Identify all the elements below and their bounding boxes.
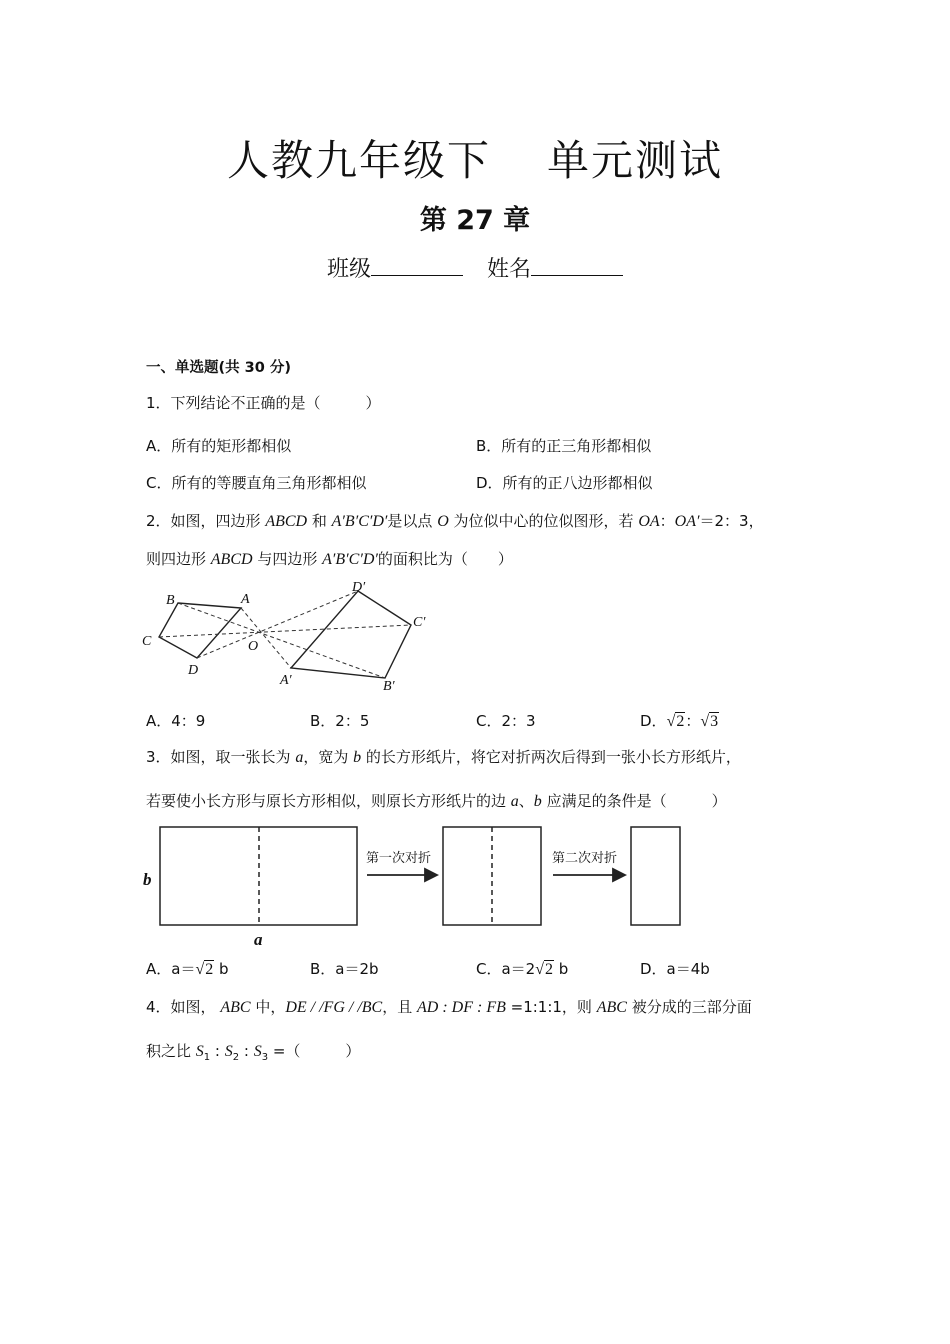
- label-a: A: [241, 592, 250, 607]
- title-left: 人教九年级下: [226, 136, 491, 185]
- var-b: b: [353, 749, 362, 766]
- q3-line1: 3．如图，取一张长为 a，宽为 b 的长方形纸片，将它对折两次后得到一张小长方形纸片，: [146, 748, 741, 766]
- q2-ratio-a: OA: [638, 513, 660, 530]
- q2-option-a[interactable]: A．4：9: [146, 712, 206, 730]
- q2-quad2: A′B′C′D′: [331, 513, 388, 530]
- q2-homothety-figure: [138, 580, 448, 692]
- var-b: b: [533, 793, 542, 810]
- q3-folding-figure: [138, 820, 688, 950]
- arrow-1-head: [425, 869, 437, 881]
- q2-text: 与四边形: [252, 550, 323, 568]
- q2-quad1: ABCD: [265, 513, 308, 530]
- section-heading: 一、单选题(共 30 分): [146, 360, 292, 376]
- q2-option-d[interactable]: D．√2：√3: [640, 712, 719, 730]
- label-d-prime: D′: [352, 580, 366, 595]
- q2-option-c[interactable]: C．2：3: [476, 712, 536, 730]
- q3-option-c[interactable]: C．a＝2√2 b: [476, 960, 569, 978]
- q3-line2: 若要使小长方形与原长方形相似，则原长方形纸片的边 a、b 应满足的条件是（ ）: [146, 792, 727, 810]
- q2-line2: [146, 548, 513, 569]
- q3-option-b[interactable]: B．a＝2b: [310, 960, 379, 978]
- sqrt-symbol: √2: [666, 713, 685, 730]
- label-c-prime: C′: [413, 615, 426, 630]
- q2-center: O: [437, 513, 449, 530]
- side-a-label: a: [254, 930, 263, 949]
- q2-text: 和: [307, 512, 332, 530]
- q2-text: 是以点: [387, 512, 438, 530]
- label-o: O: [248, 639, 259, 654]
- class-blank[interactable]: [371, 255, 463, 276]
- q2-text: 的面积比为（ ）: [377, 550, 513, 568]
- q1-stem: 1．下列结论不正确的是（ ）: [146, 394, 381, 412]
- q4-triangle: ABC: [596, 999, 627, 1016]
- arrow-1-label: 第一次对折: [366, 851, 432, 866]
- q4-line1: 4．如图， ABC 中，DE / /FG / /BC，且 AD : DF : FB =1:1:1，则 ABC 被分成的三部分面: [146, 998, 752, 1016]
- var-a: a: [295, 749, 304, 766]
- q1-option-d[interactable]: D．所有的正八边形都相似: [476, 474, 653, 492]
- arrow-2-head: [613, 869, 625, 881]
- q2-option-b[interactable]: B．2：5: [310, 712, 370, 730]
- q2-text: 2．如图，四边形: [146, 512, 266, 530]
- name-label: 姓名: [487, 257, 532, 282]
- arrow-2-label: 第二次对折: [552, 851, 618, 866]
- label-d: D: [188, 663, 199, 678]
- q3-option-a[interactable]: A．a＝√2 b: [146, 960, 229, 978]
- label-b: B: [166, 593, 175, 608]
- q2-line1: [146, 510, 764, 531]
- label-a-prime: A′: [280, 673, 292, 688]
- sqrt-symbol: √2: [535, 961, 553, 978]
- q1-option-c[interactable]: C．所有的等腰直角三角形都相似: [146, 474, 367, 492]
- side-b-label: b: [143, 870, 152, 889]
- q2-text: ：: [659, 512, 675, 530]
- page-title: [0, 128, 950, 188]
- quad-a2b2c2d2: [291, 591, 411, 678]
- quarter-rectangle: [631, 827, 680, 925]
- q4-line2: 积之比 $S_1$ : $S_2$ : $S_3$ =（ ）: [146, 1042, 361, 1063]
- var-a: a: [510, 793, 519, 810]
- q2-ratio-b: OA′: [674, 513, 700, 530]
- q2-text: 则四边形: [146, 550, 211, 568]
- class-label: 班级: [326, 257, 371, 282]
- q2-text: ＝2：3，: [699, 512, 764, 530]
- chapter-heading: 第 27 章: [419, 205, 531, 236]
- q3-option-d[interactable]: D．a＝4b: [640, 960, 710, 978]
- q4-segments: AD : DF : FB: [417, 999, 506, 1016]
- q1-option-b[interactable]: B．所有的正三角形都相似: [476, 437, 652, 455]
- student-info-line: [0, 252, 950, 283]
- label-b-prime: B′: [383, 679, 395, 692]
- q4-parallel: DE / /FG / /BC: [285, 999, 383, 1016]
- sqrt-symbol: √2: [195, 961, 214, 978]
- name-blank[interactable]: [531, 255, 623, 276]
- q1-option-a[interactable]: A．所有的矩形都相似: [146, 437, 292, 455]
- q2-option-d-prefix: D．: [640, 712, 667, 730]
- q2-text: 为位似中心的位似图形，若: [448, 512, 639, 530]
- q2-quad2: A′B′C′D′: [322, 551, 378, 568]
- q2-quad1: ABCD: [210, 551, 253, 568]
- sqrt-symbol: √3: [700, 713, 719, 730]
- title-right: 单元测试: [547, 136, 724, 185]
- label-c: C: [142, 634, 152, 649]
- q4-triangle: ABC: [220, 999, 251, 1016]
